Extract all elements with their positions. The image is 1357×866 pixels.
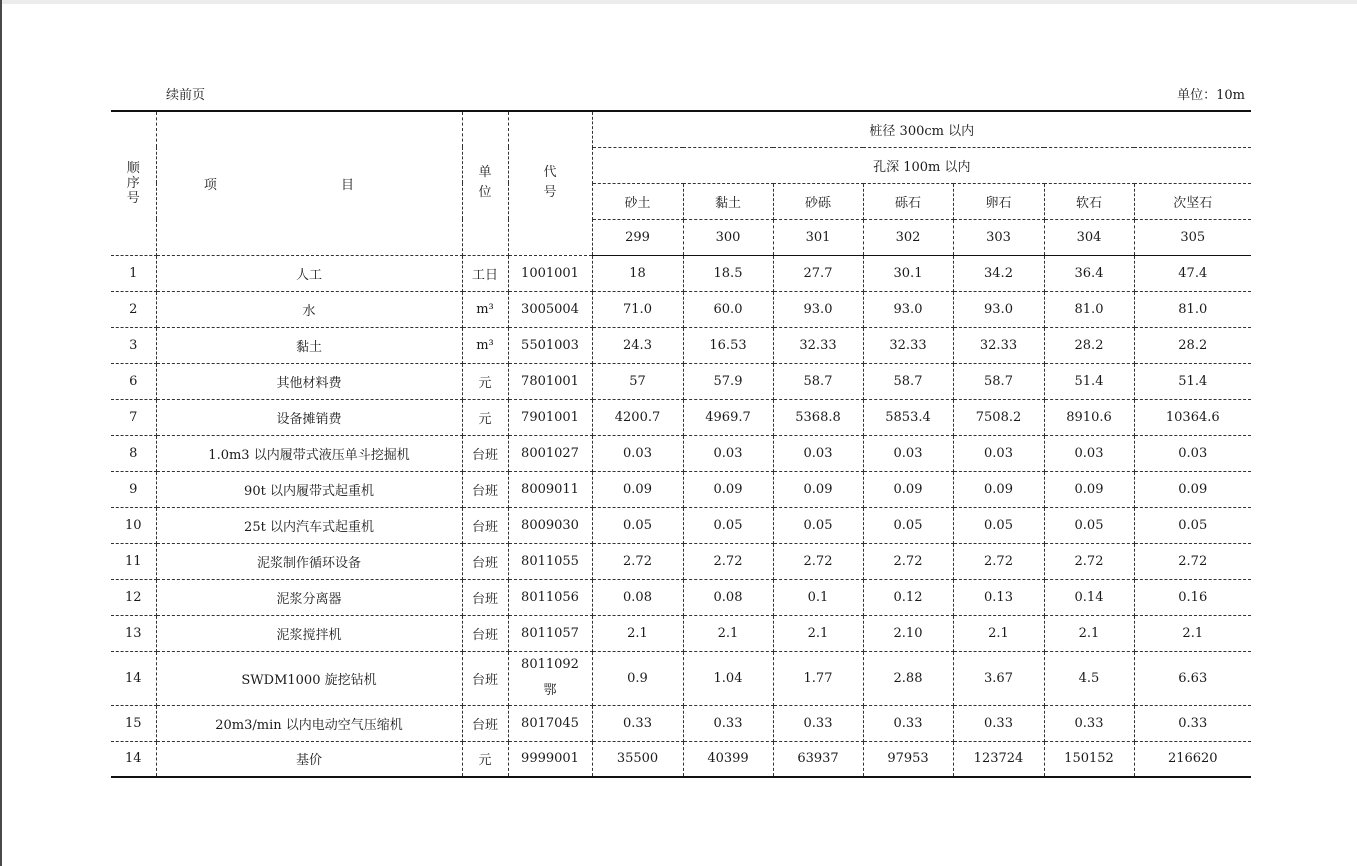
value-cell: 2.1 [953,615,1044,651]
value-cell: 0.33 [683,705,773,741]
value-cell: 7508.2 [953,399,1044,435]
value-cell: 0.03 [683,435,773,471]
value-cell: 27.7 [773,255,863,291]
unit-cell: 台班 [462,615,508,651]
code-cell: 8011057 [508,615,592,651]
code-cell: 9999001 [508,741,592,777]
value-cell: 93.0 [953,291,1044,327]
value-cell: 0.33 [953,705,1044,741]
value-cell: 0.05 [863,507,953,543]
value-cell: 93.0 [863,291,953,327]
value-cell: 0.09 [1134,471,1251,507]
seq-cell: 3 [111,327,156,363]
value-cell: 2.1 [1134,615,1251,651]
table-row [111,741,1251,777]
seq-cell: 9 [111,471,156,507]
code-cell: 8011055 [508,543,592,579]
soil-type-header: 卵石 [953,183,1044,219]
table-row [111,363,1251,399]
item-cell: 泥浆分离器 [156,579,462,615]
seq-cell: 14 [111,651,156,705]
code-suffix: 鄂 [543,683,557,698]
unit-cell: 台班 [462,507,508,543]
soil-type-header: 次坚石 [1134,183,1251,219]
column-number-header: 304 [1044,219,1134,255]
value-cell: 3.67 [953,651,1044,705]
value-cell: 81.0 [1134,291,1251,327]
value-cell: 32.33 [863,327,953,363]
value-cell: 0.33 [863,705,953,741]
value-cell: 57.9 [683,363,773,399]
value-cell: 30.1 [863,255,953,291]
table-row [111,255,1251,291]
value-cell: 0.09 [592,471,683,507]
unit-cell: 元 [462,741,508,777]
value-cell: 5853.4 [863,399,953,435]
pile-diameter-header: 桩径 300cm 以内 [592,111,1251,147]
value-cell: 63937 [773,741,863,777]
value-cell: 6.63 [1134,651,1251,705]
value-cell: 2.72 [1134,543,1251,579]
table-row [111,435,1251,471]
value-cell: 0.05 [683,507,773,543]
value-cell: 2.72 [953,543,1044,579]
value-cell: 216620 [1134,741,1251,777]
column-number-header: 305 [1134,219,1251,255]
value-cell: 0.33 [773,705,863,741]
unit-cell: 台班 [462,471,508,507]
value-cell: 2.1 [592,615,683,651]
value-cell: 0.05 [773,507,863,543]
unit-cell: m³ [462,291,508,327]
value-cell: 58.7 [953,363,1044,399]
seq-cell: 15 [111,705,156,741]
value-cell: 40399 [683,741,773,777]
value-cell: 0.05 [953,507,1044,543]
value-cell: 150152 [1044,741,1134,777]
value-cell: 18.5 [683,255,773,291]
value-cell: 4200.7 [592,399,683,435]
value-cell: 2.1 [683,615,773,651]
soil-type-header: 黏土 [683,183,773,219]
value-cell: 4.5 [1044,651,1134,705]
value-cell: 57 [592,363,683,399]
table-row [111,579,1251,615]
value-cell: 0.14 [1044,579,1134,615]
table-row [111,543,1251,579]
hole-depth-header: 孔深 100m 以内 [592,147,1251,183]
code-value: 8011092 [521,657,579,672]
item-cell: 基价 [156,741,462,777]
code-cell [508,651,592,705]
seq-cell: 8 [111,435,156,471]
value-cell: 71.0 [592,291,683,327]
seq-cell: 7 [111,399,156,435]
left-border [0,0,2,866]
column-number-header: 303 [953,219,1044,255]
value-cell: 35500 [592,741,683,777]
value-cell: 0.03 [592,435,683,471]
value-cell: 0.03 [773,435,863,471]
item-cell: 泥浆制作循环设备 [156,543,462,579]
seq-header: 顺 序 号 [111,111,156,255]
value-cell: 0.09 [683,471,773,507]
value-cell: 123724 [953,741,1044,777]
code-cell: 7801001 [508,363,592,399]
item-cell: 黏土 [156,327,462,363]
soil-type-header: 砂砾 [773,183,863,219]
item-cell: SWDM1000 旋挖钻机 [156,651,462,705]
soil-type-header: 砾石 [863,183,953,219]
value-cell: 1.77 [773,651,863,705]
item-cell: 1.0m3 以内履带式液压单斗挖掘机 [156,435,462,471]
unit-cell: 台班 [462,435,508,471]
value-cell: 0.03 [1044,435,1134,471]
value-cell: 2.1 [773,615,863,651]
code-header: 代 号 [508,111,592,255]
item-header: 项 目 [156,111,462,255]
code-cell: 3005004 [508,291,592,327]
value-cell: 16.53 [683,327,773,363]
table-row [111,615,1251,651]
value-cell: 0.09 [1044,471,1134,507]
value-cell: 0.16 [1134,579,1251,615]
value-cell: 97953 [863,741,953,777]
seq-cell: 12 [111,579,156,615]
value-cell: 0.1 [773,579,863,615]
column-number-header: 300 [683,219,773,255]
value-cell: 2.72 [683,543,773,579]
value-cell: 0.05 [592,507,683,543]
value-cell: 36.4 [1044,255,1134,291]
value-cell: 34.2 [953,255,1044,291]
table-body [111,255,1251,777]
code-cell: 7901001 [508,399,592,435]
seq-cell: 13 [111,615,156,651]
continued-label: 续前页 [166,88,206,103]
item-cell: 90t 以内履带式起重机 [156,471,462,507]
value-cell: 0.08 [683,579,773,615]
value-cell: 0.05 [1044,507,1134,543]
value-cell: 0.03 [1134,435,1251,471]
value-cell: 0.08 [592,579,683,615]
table-row [111,327,1251,363]
value-cell: 58.7 [863,363,953,399]
value-cell: 60.0 [683,291,773,327]
column-number-header: 299 [592,219,683,255]
value-cell: 0.03 [863,435,953,471]
value-cell: 0.33 [592,705,683,741]
value-cell: 51.4 [1044,363,1134,399]
code-cell: 1001001 [508,255,592,291]
unit-label: 单位：10m [1177,88,1245,103]
item-cell: 人工 [156,255,462,291]
value-cell: 0.9 [592,651,683,705]
value-cell: 0.09 [863,471,953,507]
unit-cell: 元 [462,363,508,399]
item-cell: 20m3/min 以内电动空气压缩机 [156,705,462,741]
column-number-header: 301 [773,219,863,255]
value-cell: 24.3 [592,327,683,363]
value-cell: 2.72 [863,543,953,579]
value-cell: 32.33 [953,327,1044,363]
value-cell: 0.09 [773,471,863,507]
column-number-header: 302 [863,219,953,255]
seq-cell: 2 [111,291,156,327]
code-cell: 5501003 [508,327,592,363]
value-cell: 2.72 [592,543,683,579]
value-cell: 28.2 [1044,327,1134,363]
value-cell: 58.7 [773,363,863,399]
item-cell: 25t 以内汽车式起重机 [156,507,462,543]
code-cell: 8011056 [508,579,592,615]
unit-cell: 工日 [462,255,508,291]
table-row [111,291,1251,327]
table-row [111,507,1251,543]
code-cell: 8001027 [508,435,592,471]
table-head [111,111,1251,255]
unit-cell: 台班 [462,579,508,615]
seq-cell: 1 [111,255,156,291]
value-cell: 1.04 [683,651,773,705]
value-cell: 93.0 [773,291,863,327]
value-cell: 2.72 [1044,543,1134,579]
code-cell: 8009011 [508,471,592,507]
value-cell: 2.88 [863,651,953,705]
code-cell: 8009030 [508,507,592,543]
unit-cell: 台班 [462,543,508,579]
value-cell: 2.72 [773,543,863,579]
value-cell: 51.4 [1134,363,1251,399]
seq-cell: 11 [111,543,156,579]
soil-type-header: 砂土 [592,183,683,219]
soil-type-header: 软石 [1044,183,1134,219]
value-cell: 2.1 [1044,615,1134,651]
item-cell: 水 [156,291,462,327]
seq-cell: 6 [111,363,156,399]
table-row [111,651,1251,705]
value-cell: 5368.8 [773,399,863,435]
value-cell: 0.33 [1044,705,1134,741]
code-cell: 8017045 [508,705,592,741]
unit-cell: 台班 [462,705,508,741]
value-cell: 81.0 [1044,291,1134,327]
table-row [111,471,1251,507]
value-cell: 32.33 [773,327,863,363]
value-cell: 10364.6 [1134,399,1251,435]
value-cell: 0.05 [1134,507,1251,543]
value-cell: 0.03 [953,435,1044,471]
table-row [111,399,1251,435]
value-cell: 0.13 [953,579,1044,615]
unit-cell: 台班 [462,651,508,705]
unit-cell: 元 [462,399,508,435]
value-cell: 28.2 [1134,327,1251,363]
value-cell: 0.12 [863,579,953,615]
value-cell: 47.4 [1134,255,1251,291]
value-cell: 8910.6 [1044,399,1134,435]
seq-cell: 10 [111,507,156,543]
item-cell: 设备摊销费 [156,399,462,435]
table-row [111,705,1251,741]
value-cell: 2.10 [863,615,953,651]
value-cell: 18 [592,255,683,291]
page-header [111,84,1251,104]
item-cell: 泥浆搅拌机 [156,615,462,651]
top-border [0,0,1357,4]
item-cell: 其他材料费 [156,363,462,399]
value-cell: 0.09 [953,471,1044,507]
unit-cell: m³ [462,327,508,363]
seq-cell: 14 [111,741,156,777]
unit-header: 单 位 [462,111,508,255]
value-cell: 4969.7 [683,399,773,435]
quota-table [111,110,1251,778]
value-cell: 0.33 [1134,705,1251,741]
